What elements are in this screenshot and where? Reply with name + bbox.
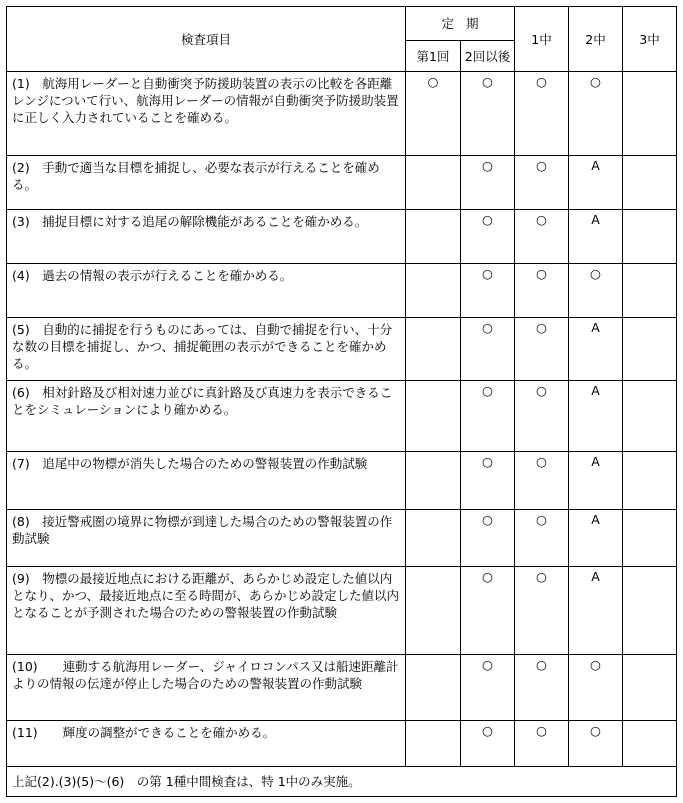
- mark-mid3: [623, 721, 677, 767]
- mark-mid1: ○: [515, 156, 569, 210]
- mark-first: [406, 567, 461, 655]
- mark-mid1: ○: [515, 655, 569, 721]
- mark-mid1: ○: [515, 210, 569, 264]
- mark-first: [406, 452, 461, 510]
- table-row: [7, 210, 677, 264]
- mark-later: ○: [461, 72, 515, 156]
- mark-mid3: [623, 452, 677, 510]
- inspection-table: [6, 6, 677, 797]
- header-row-top: [7, 7, 677, 41]
- inspection-item-text: (2) 手動で適当な目標を捕捉し、必要な表示が行えることを確める。: [7, 156, 406, 210]
- mark-first: [406, 264, 461, 318]
- table-row: [7, 452, 677, 510]
- mark-later: ○: [461, 318, 515, 381]
- mark-first: ○: [406, 72, 461, 156]
- inspection-item-text: (5) 自動的に捕捉を行うものにあっては、自動で捕捉を行い、十分な数の目標を捕捉し、かつ、捕捉範囲の表示ができることを確かめる。: [7, 318, 406, 381]
- mark-later: ○: [461, 381, 515, 452]
- mark-mid3: [623, 655, 677, 721]
- inspection-item-text: (1) 航海用レーダーと自動衝突予防援助装置の表示の比較を各距離レンジについて行い、航海用レーダーの情報が自動衝突予防援助装置に正しく入力されていることを確める。: [7, 72, 406, 156]
- table-row: [7, 156, 677, 210]
- mark-mid2: ○: [569, 655, 623, 721]
- mark-first: [406, 156, 461, 210]
- mark-mid1: ○: [515, 264, 569, 318]
- table-row: [7, 381, 677, 452]
- table-row: [7, 721, 677, 767]
- inspection-item-text: (7) 追尾中の物標が消失した場合のための警報装置の作動試験: [7, 452, 406, 510]
- footnote: 上記(2).(3)(5)～(6) の第 1種中間検査は、特 1中のみ実施。: [7, 767, 677, 797]
- mark-mid3: [623, 156, 677, 210]
- inspection-item-text: (10) 連動する航海用レーダー、ジャイロコンパス又は船速距離計よりの情報の伝達が停止した場合のための警報装置の作動試験: [7, 655, 406, 721]
- mark-mid3: [623, 567, 677, 655]
- mark-later: ○: [461, 567, 515, 655]
- mark-mid1: ○: [515, 452, 569, 510]
- header-second-and-later: 2回以後: [461, 41, 515, 72]
- header-first: 第1回: [406, 41, 461, 72]
- mark-mid3: [623, 72, 677, 156]
- mark-mid2: A: [569, 156, 623, 210]
- table-row: [7, 264, 677, 318]
- mark-mid1: ○: [515, 510, 569, 567]
- mark-later: ○: [461, 452, 515, 510]
- header-mid-1: 1中: [515, 7, 569, 72]
- inspection-item-text: (11) 輝度の調整ができることを確かめる。: [7, 721, 406, 767]
- mark-later: ○: [461, 156, 515, 210]
- mark-later: ○: [461, 721, 515, 767]
- mark-mid2: A: [569, 318, 623, 381]
- mark-mid2: A: [569, 567, 623, 655]
- header-periodic: 定期: [406, 7, 515, 41]
- mark-mid2: A: [569, 381, 623, 452]
- mark-mid3: [623, 210, 677, 264]
- mark-mid2: A: [569, 210, 623, 264]
- mark-mid3: [623, 381, 677, 452]
- mark-first: [406, 721, 461, 767]
- footnote-row: [7, 767, 677, 797]
- inspection-item-text: (4) 過去の情報の表示が行えることを確かめる。: [7, 264, 406, 318]
- mark-later: ○: [461, 264, 515, 318]
- table-row: [7, 510, 677, 567]
- mark-mid3: [623, 318, 677, 381]
- header-inspection-item: 検査項目: [7, 7, 406, 72]
- mark-mid2: A: [569, 452, 623, 510]
- header-mid-2: 2中: [569, 7, 623, 72]
- table-row: [7, 72, 677, 156]
- mark-later: ○: [461, 510, 515, 567]
- header-mid-3: 3中: [623, 7, 677, 72]
- mark-mid2: ○: [569, 721, 623, 767]
- mark-first: [406, 318, 461, 381]
- mark-mid2: ○: [569, 264, 623, 318]
- mark-mid3: [623, 264, 677, 318]
- mark-mid1: ○: [515, 721, 569, 767]
- mark-later: ○: [461, 655, 515, 721]
- mark-first: [406, 510, 461, 567]
- mark-mid1: ○: [515, 567, 569, 655]
- table-row: [7, 318, 677, 381]
- inspection-item-text: (3) 捕捉目標に対する追尾の解除機能があることを確かめる。: [7, 210, 406, 264]
- mark-mid3: [623, 510, 677, 567]
- mark-later: ○: [461, 210, 515, 264]
- mark-mid1: ○: [515, 381, 569, 452]
- table-row: [7, 655, 677, 721]
- mark-mid2: ○: [569, 72, 623, 156]
- inspection-item-text: (8) 接近警戒圏の境界に物標が到達した場合のための警報装置の作動試験: [7, 510, 406, 567]
- mark-mid1: ○: [515, 72, 569, 156]
- mark-mid1: ○: [515, 318, 569, 381]
- table-row: [7, 567, 677, 655]
- mark-first: [406, 381, 461, 452]
- mark-mid2: A: [569, 510, 623, 567]
- mark-first: [406, 655, 461, 721]
- mark-first: [406, 210, 461, 264]
- inspection-item-text: (6) 相対針路及び相対速力並びに真針路及び真速力を表示できることをシミュレーションにより確かめる。: [7, 381, 406, 452]
- inspection-item-text: (9) 物標の最接近地点における距離が、あらかじめ設定した値以内となり、かつ、最接近地点に至る時間が、あらかじめ設定した値以内となることが予測された場合のための警報装置の作動試験: [7, 567, 406, 655]
